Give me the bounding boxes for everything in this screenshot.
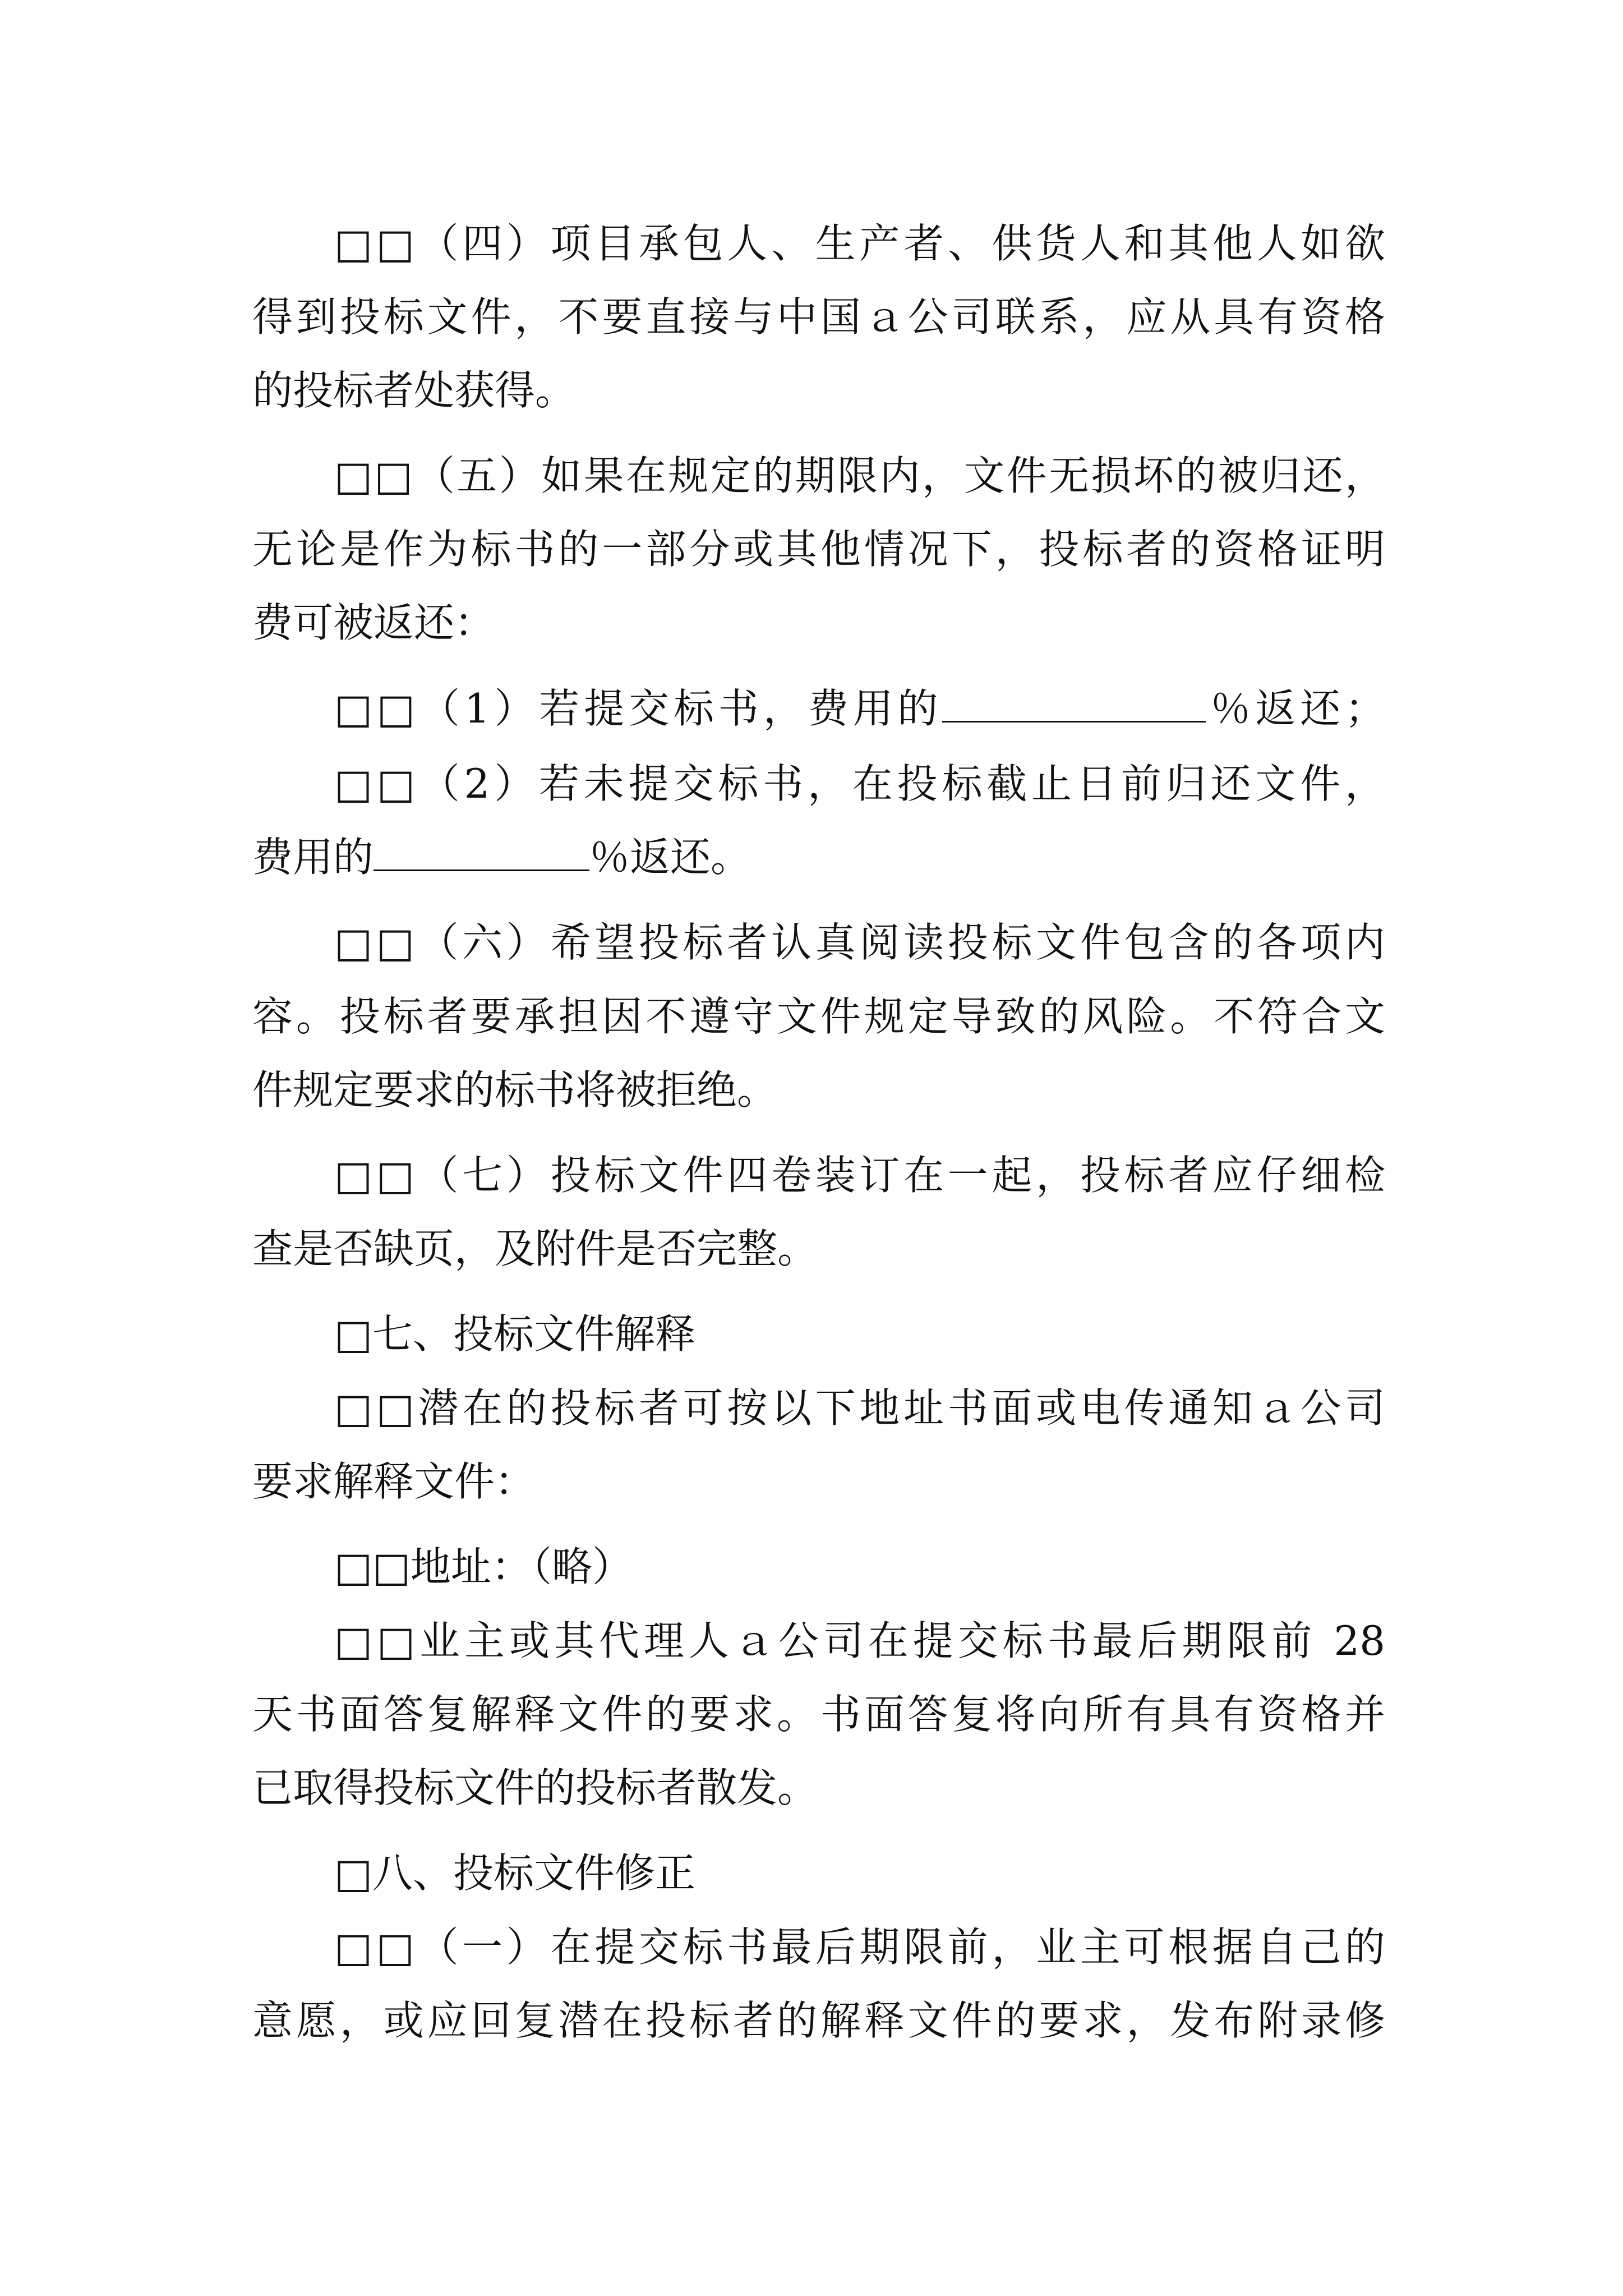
item-1-text: □□（1）若提交标书，费用的 <box>334 685 943 732</box>
paragraph-5-line-3: 费可被返还： <box>252 599 495 646</box>
section-7-heading: □七、投标文件解释 <box>334 1310 696 1358</box>
item-1-line <box>334 678 1385 739</box>
item-2-text: 费用的 <box>252 834 374 881</box>
item-2-line-2 <box>252 826 1385 888</box>
paragraph-9-line-2: 天书面答复解释文件的要求。书面答复将向所有具有资格并 <box>252 1691 1385 1738</box>
paragraph-10-line-1: □□（一）在提交标书最后期限前，业主可根据自己的 <box>334 1924 1385 1971</box>
paragraph-5-line-2: 无论是作为标书的一部分或其他情况下，投标者的资格证明 <box>252 526 1385 573</box>
item-2-line-1: □□（2）若未提交标书，在投标截止日前归还文件， <box>334 760 1385 807</box>
paragraph-4-line-3: 的投标者处获得。 <box>252 367 576 414</box>
paragraph-6-line-2: 容。投标者要承担因不遵守文件规定导致的风险。不符合文 <box>252 993 1385 1040</box>
paragraph-4-line-2: 得到投标文件，不要直接与中国ａ公司联系，应从具有资格 <box>252 293 1385 341</box>
paragraph-9-line-3: 已取得投标文件的投标者散发。 <box>252 1764 818 1811</box>
paragraph-7-line-2: 查是否缺页，及附件是否完整。 <box>252 1225 818 1272</box>
paragraph-8-line-1: □□潜在的投标者可按以下地址书面或电传通知ａ公司 <box>334 1384 1385 1432</box>
item-1-blank-line <box>942 683 1206 723</box>
item-2-blank-line <box>374 831 589 871</box>
paragraph-7-line-1: □□（七）投标文件四卷装订在一起，投标者应仔细检 <box>334 1152 1385 1199</box>
paragraph-4-line-1: □□（四）项目承包人、生产者、供货人和其他人如欲 <box>334 220 1385 267</box>
item-1-suffix: ％返还； <box>1206 685 1385 732</box>
paragraph-6-line-1: □□（六）希望投标者认真阅读投标文件包含的各项内 <box>334 919 1385 966</box>
paragraph-6-line-3: 件规定要求的标书将被拒绝。 <box>252 1066 778 1114</box>
item-2-suffix: ％返还。 <box>589 834 751 881</box>
paragraph-8-line-2: 要求解释文件： <box>252 1458 536 1505</box>
address-line: □□地址：（略） <box>334 1543 633 1590</box>
paragraph-9-line-1: □□业主或其代理人ａ公司在提交标书最后期限前 28 <box>334 1617 1385 1664</box>
paragraph-10-line-2: 意愿，或应回复潜在投标者的解释文件的要求，发布附录修 <box>252 1997 1385 2044</box>
section-8-heading: □八、投标文件修正 <box>334 1849 696 1897</box>
paragraph-5-line-1: □□（五）如果在规定的期限内，文件无损坏的被归还， <box>334 452 1385 499</box>
